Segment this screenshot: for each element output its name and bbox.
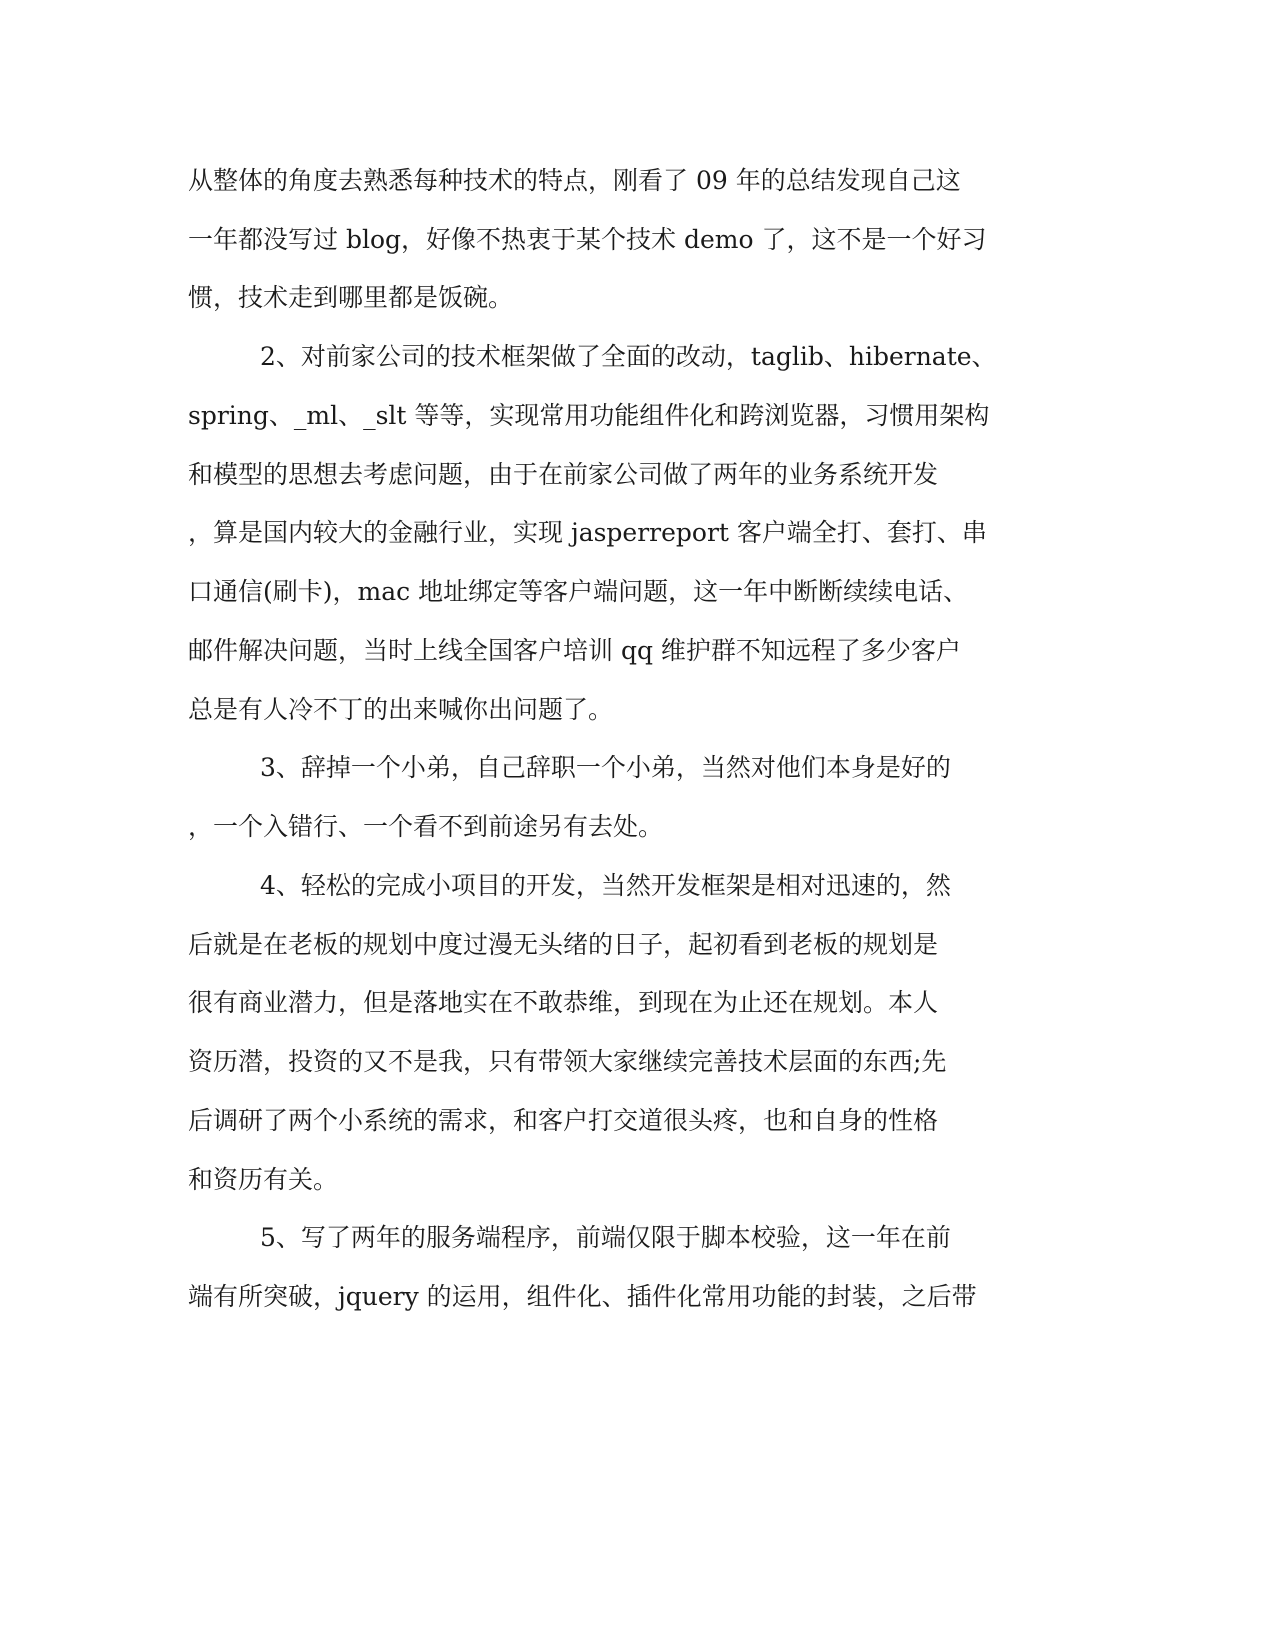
paragraph-4-first-line: 4、轻松的完成小项目的开发，当然开发框架是相对迅速的，然 bbox=[260, 871, 951, 900]
text-line: 后就是在老板的规划中度过漫无头绪的日子，起初看到老板的规划是 bbox=[188, 930, 939, 959]
paragraph-5-first-line: 5、写了两年的服务端程序，前端仅限于脚本校验，这一年在前 bbox=[260, 1223, 951, 1252]
text-line: 端有所突破，jquery 的运用，组件化、插件化常用功能的封装，之后带 bbox=[188, 1282, 977, 1311]
text-line: ，一个入错行、一个看不到前途另有去处。 bbox=[188, 812, 664, 841]
text-line: 资历潜，投资的又不是我，只有带领大家继续完善技术层面的东西;先 bbox=[188, 1047, 947, 1076]
text-line: 和资历有关。 bbox=[188, 1165, 339, 1194]
text-line: 邮件解决问题，当时上线全国客户培训 qq 维护群不知远程了多少客户 bbox=[188, 636, 961, 665]
text-line: 惯，技术走到哪里都是饭碗。 bbox=[188, 283, 514, 312]
text-line: 和模型的思想去考虑问题，由于在前家公司做了两年的业务系统开发 bbox=[188, 460, 939, 489]
text-line: 从整体的角度去熟悉每种技术的特点，刚看了 09 年的总结发现自己这 bbox=[188, 166, 961, 195]
text-line: 一年都没写过 blog，好像不热衷于某个技术 demo 了，这不是一个好习 bbox=[188, 225, 987, 254]
text-line: ，算是国内较大的金融行业，实现 jasperreport 客户端全打、套打、串 bbox=[188, 518, 987, 547]
paragraph-2-first-line: 2、对前家公司的技术框架做了全面的改动，taglib、hibernate、 bbox=[260, 342, 997, 371]
text-line: spring、_ml、_slt 等等，实现常用功能组件化和跨浏览器，习惯用架构 bbox=[188, 401, 990, 430]
text-line: 总是有人冷不丁的出来喊你出问题了。 bbox=[188, 695, 614, 724]
text-line: 后调研了两个小系统的需求，和客户打交道很头疼，也和自身的性格 bbox=[188, 1106, 939, 1135]
text-line: 口通信(刷卡)，mac 地址绑定等客户端问题，这一年中断断续续电话、 bbox=[188, 577, 969, 606]
paragraph-3-first-line: 3、辞掉一个小弟，自己辞职一个小弟，当然对他们本身是好的 bbox=[260, 753, 951, 782]
text-line: 很有商业潜力，但是落地实在不敢恭维，到现在为止还在规划。本人 bbox=[188, 988, 939, 1017]
